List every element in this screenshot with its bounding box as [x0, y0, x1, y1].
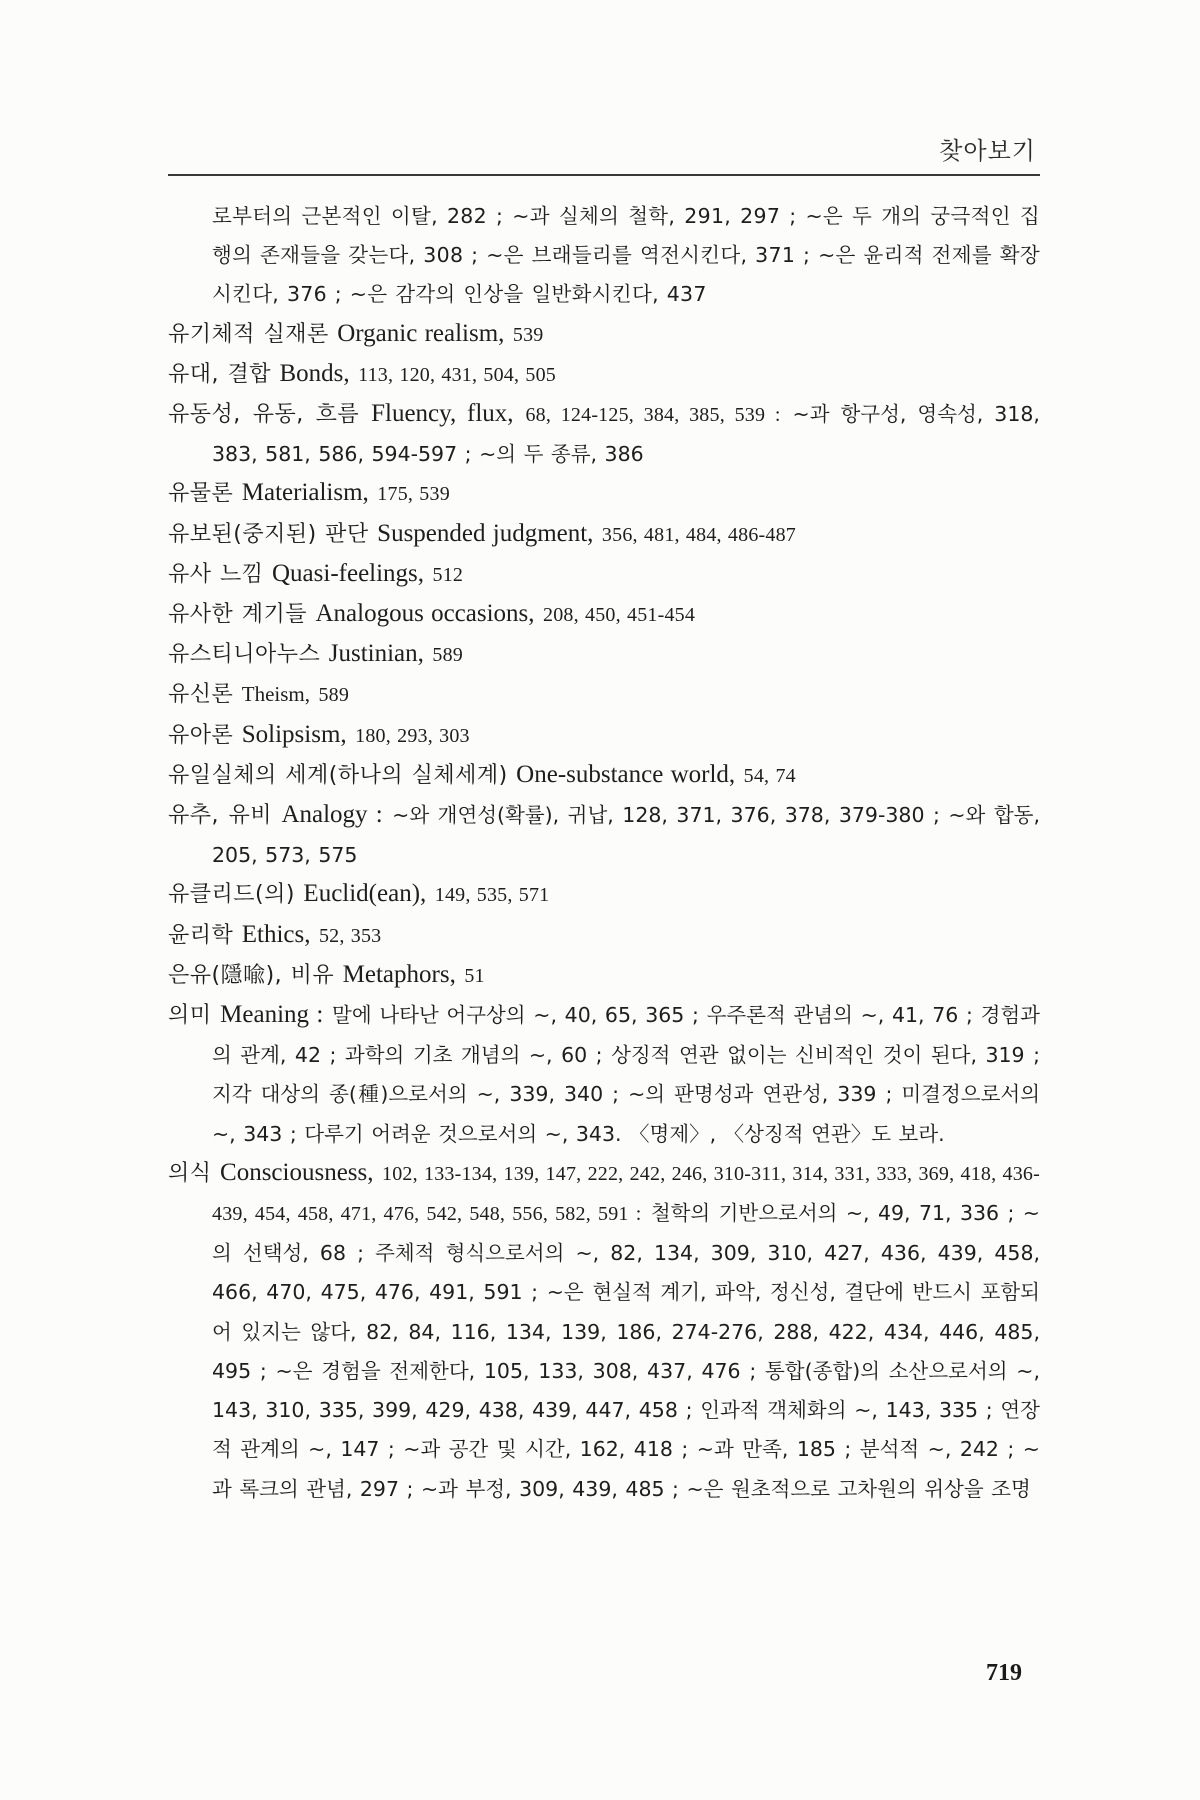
- entry-term-korean: 유신론: [168, 682, 234, 708]
- index-entry-ethics: [168, 915, 1040, 955]
- entry-page-refs: 589: [318, 684, 350, 707]
- entry-term-english: Consciousness,: [220, 1158, 374, 1186]
- entry-term-korean: 유스티니아누스: [168, 642, 321, 668]
- index-list: [168, 196, 1040, 1508]
- entry-term-english: Analogous occasions,: [315, 600, 535, 628]
- index-entry-metaphors: [168, 955, 1040, 995]
- entry-term-korean: 유물론: [168, 481, 234, 507]
- index-entry-justinian: [168, 634, 1040, 674]
- entry-page-refs: 102, 133-134, 139, 147, 222, 242, 246, 310-311, 314, 331, 333, 369, 418, 436-439, 454, 458, 471, 476, 542, 548, 556, 582, 591 :: [212, 1162, 1040, 1226]
- index-entry-fluency: [168, 394, 1040, 473]
- entry-term-korean: 유기체적 실재론: [168, 321, 329, 347]
- index-entry-quasi-feelings: [168, 554, 1040, 594]
- entry-page-refs: 175, 539: [377, 483, 450, 506]
- index-entry-euclid: [168, 874, 1040, 914]
- index-entry-analogous-occasions: [168, 594, 1040, 634]
- entry-term-english: Organic realism,: [337, 319, 505, 347]
- entry-term-english: Justinian,: [328, 640, 424, 668]
- index-entry-consciousness: [168, 1153, 1040, 1508]
- entry-term-english: Analogy :: [281, 801, 383, 829]
- entry-page-refs: 52, 353: [318, 924, 382, 947]
- index-entry-suspended-judgment: [168, 514, 1040, 554]
- entry-body: 철학의 기반으로서의 ~, 49, 71, 336 ; ~의 선택성, 68 ; 주체적 형식으로서의 ~, 82, 134, 309, 310, 427, 436, 439, 458, 466, 470, 475, 476, 491, 591 ; ~은 현실적 계기, 파악, 정신성, 결단에 반드시 포함되어 있지는 않다, 82, 84, 116, 134, 139, 186, 274-276, 288, 422, 434, 446, 485, 495 ; ~은 경험을 전제한다, 105, 133, 308, 437, 476 ; 통합(종합)의 소산으로서의 ~, 143, 310, 335, 399, 429, 438, 439, 447, 458 ; 인과적 객체화의 ~, 143, 335 ; 연장적 관계의 ~, 147 ; ~과 공간 및 시간, 162, 418 ; ~과 만족, 185 ; 분석적 ~, 242 ; ~과 록크의 관념, 297 ; ~과 부정, 309, 439, 485 ; ~은 원초적으로 고차원의 위상을 조명: [212, 1201, 1040, 1501]
- entry-term-english: Fluency, flux,: [371, 400, 514, 428]
- index-entry-organic-realism: [168, 314, 1040, 354]
- entry-page-refs: 68, 124-125, 384, 385, 539 :: [525, 404, 781, 427]
- entry-term-korean: 유아론: [168, 722, 234, 748]
- entry-term-english: Quasi-feelings,: [272, 559, 425, 587]
- index-entry-theism: [168, 674, 1040, 714]
- entry-term-korean: 유일실체의 세계(하나의 실체세계): [168, 762, 508, 788]
- entry-page-refs: 589: [432, 644, 463, 667]
- entry-term-korean: 유보된(중지된) 판단: [168, 521, 369, 547]
- entry-page-refs: 54, 74: [743, 764, 796, 787]
- index-entry-bonds: [168, 354, 1040, 394]
- entry-term-korean: 의식: [168, 1160, 212, 1186]
- entry-term-korean: 유사한 계기들: [168, 602, 308, 628]
- entry-body: ~와 개연성(확률), 귀납, 128, 371, 376, 378, 379-380 ; ~와 합동, 205, 573, 575: [212, 803, 1040, 868]
- entry-term-english: Euclid(ean),: [303, 880, 427, 908]
- index-entry-one-substance-world: [168, 755, 1040, 795]
- entry-body: 로부터의 근본적인 이탈, 282 ; ~과 실체의 철학, 291, 297 ; ~은 두 개의 궁극적인 집행의 존재들을 갖는다, 308 ; ~은 브래들리를 역전시킨다, 371 ; ~은 윤리적 전제를 확장시킨다, 376 ; ~은 감각의 인상을 일반화시킨다, 437: [212, 204, 1040, 307]
- entry-term-korean: 유대, 결합: [168, 361, 271, 387]
- entry-term-english: Metaphors,: [342, 960, 456, 988]
- index-entry-materialism: [168, 473, 1040, 513]
- page-number: 719: [986, 1660, 1022, 1686]
- entry-term-english: Materialism,: [241, 479, 369, 507]
- entry-page-refs: 113, 120, 431, 504, 505: [358, 363, 556, 386]
- entry-term-english: Ethics,: [241, 920, 311, 948]
- entry-page-refs: 149, 535, 571: [434, 884, 550, 907]
- entry-term-english: One-substance world,: [516, 760, 736, 788]
- running-head-title: 찾아보기: [939, 137, 1036, 165]
- entry-page-refs: 539: [512, 323, 544, 346]
- entry-term-korean: 유동성, 유동, 흐름: [168, 402, 360, 428]
- entry-page-refs: 180, 293, 303: [355, 724, 470, 747]
- index-entry-continuation: [168, 196, 1040, 314]
- entry-term-korean: 의미: [168, 1003, 212, 1029]
- entry-page-refs: 51: [464, 964, 485, 987]
- entry-term-english: Meaning :: [220, 1001, 324, 1029]
- index-entry-solipsism: [168, 715, 1040, 755]
- entry-term-english: Bonds,: [279, 359, 350, 387]
- running-head: [168, 130, 1040, 176]
- entry-term-korean: 은유(隱喩), 비유: [168, 962, 335, 988]
- entry-body: 말에 나타난 어구상의 ~, 40, 65, 365 ; 우주론적 관념의 ~, 41, 76 ; 경험과의 관계, 42 ; 과학의 기초 개념의 ~, 60 ; 상징적 연관 없이는 신비적인 것이 된다, 319 ; 지각 대상의 종(種)으로서의 ~, 339, 340 ; ~의 판명성과 연관성, 339 ; 미결정으로서의 ~, 343 ; 다루기 어려운 것으로서의 ~, 343. 〈명제〉, 〈상징적 연관〉도 보라.: [212, 1003, 1040, 1146]
- entry-body: ~과 항구성, 영속성, 318, 383, 581, 586, 594-597 ; ~의 두 종류, 386: [212, 402, 1040, 467]
- entry-page-refs: 356, 481, 484, 486-487: [601, 523, 796, 546]
- entry-term-english: Theism,: [241, 682, 310, 707]
- entry-term-korean: 유추, 유비: [168, 803, 272, 829]
- entry-page-refs: 512: [432, 563, 464, 586]
- entry-page-refs: 208, 450, 451-454: [543, 604, 696, 627]
- entry-term-korean: 유클리드(의): [168, 882, 295, 908]
- index-entry-meaning: [168, 995, 1040, 1153]
- entry-term-korean: 윤리학: [168, 922, 234, 948]
- index-entry-analogy: [168, 795, 1040, 874]
- entry-term-english: Solipsism,: [241, 720, 347, 748]
- entry-term-korean: 유사 느낌: [168, 561, 264, 587]
- entry-term-english: Suspended judgment,: [377, 519, 594, 547]
